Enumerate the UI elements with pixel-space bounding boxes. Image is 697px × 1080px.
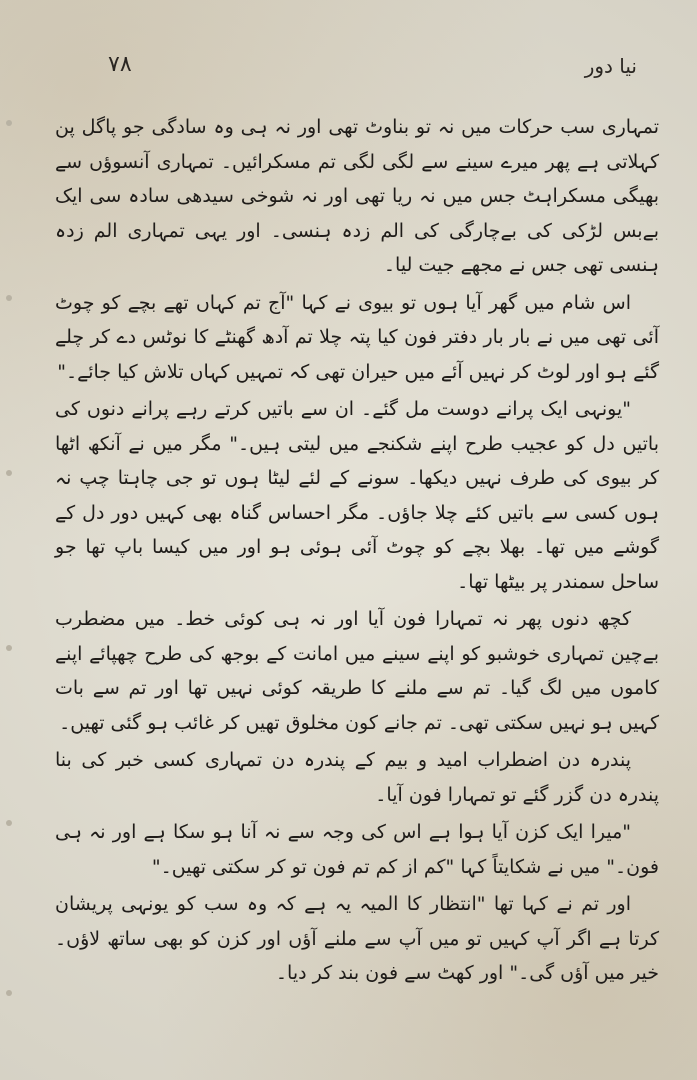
running-title: نیا دور [584, 54, 637, 78]
paragraph: اس شام میں گھر آیا ہوں تو بیوی نے کہا "آج تم کہاں تھے بچے کو چوٹ آئی تھی میں نے بار بار دفتر فون کیا پتہ چلا تم آدھ گھنٹے کا نوٹس دے کر چلے گئے ہو اور لوٹ کر نہیں آئے میں حیران تھی کہ تمہیں کہاں تلاش کیا جائے۔" [55, 291, 659, 383]
binding-hole [6, 120, 12, 126]
paragraph: "یونہی ایک پرانے دوست مل گئے۔ ان سے باتیں کرتے رہے پرانے دنوں کی باتیں دل کو عجیب طرح اپنے شکنجے میں لیتی ہیں۔" مگر میں نے آنکھ اٹھا کر بیوی کی طرف نہیں دیکھا۔ سونے کے لئے لیٹا ہوں تو جی چاہتا چپ نہ ہوں کسی سے باتیں کئے چلا جاؤں۔ مگر احساس گناہ بھی کہیں دور دل کے گوشے میں تھا۔ بھلا بچے کو چوٹ آئی ہوئی ہو اور میں کیسا باپ تھا جو ساحل سمندر پر بیٹھا تھا۔ [55, 398, 659, 593]
paragraph: "میرا ایک کزن آیا ہوا ہے اس کی وجہ سے نہ آنا ہو سکا ہے اور نہ ہی فون۔" میں نے شکایتاً کہا "کم از کم تم فون تو کر سکتی تھیں۔" [55, 821, 659, 878]
page-number: ۷۸ [108, 52, 132, 77]
page-header [70, 52, 637, 92]
binding-hole [6, 990, 12, 996]
page-body [55, 110, 659, 994]
binding-hole [6, 820, 12, 826]
paragraph: پندرہ دن اضطراب امید و بیم کے پندرہ دن تمہاری کسی خبر کی بنا پندرہ دن گزر گئے تو تمہارا فون آیا۔ [55, 749, 659, 806]
binding-hole [6, 295, 12, 301]
binding-hole [6, 645, 12, 651]
paragraph: کچھ دنوں پھر نہ تمہارا فون آیا اور نہ ہی کوئی خط۔ میں مضطرب بےچین تمہاری خوشبو کو اپنے سینے میں امانت کے بوجھ کی طرح چھپائے اپنے کاموں میں لگ گیا۔ تم سے ملنے کا طریقہ کوئی نہیں تھا اور تم سے بات کہیں ہو نہیں سکتی تھی۔ تم جانے کون مخلوق تھیں کر غائب ہو گئی تھیں۔ [55, 608, 659, 734]
binding-holes [6, 120, 16, 1000]
binding-hole [6, 470, 12, 476]
paragraph: اور تم نے کہا تھا "انتظار کا المیہ یہ ہے کہ وہ سب کو یونہی پریشان کرتا ہے اگر آپ کہیں تو میں آپ سے ملنے آؤں اور کزن کو بھی ساتھ لاؤں۔ خیر میں آؤں گی۔" اور کھٹ سے فون بند کر دیا۔ [55, 893, 659, 984]
paragraph: تمہاری سب حرکات میں نہ تو بناوٹ تھی اور نہ ہی وہ سادگی جو پاگل پن کہلاتی ہے پھر میرے سینے سے لگی لگی تم مسکرائیں۔ تمہاری آنسوؤں سے بھیگی مسکراہٹ جس میں نہ ریا تھی اور نہ شوخی سیدھی سادہ سی ایک بےبس لڑکی کی بےچارگی کی الم زدہ ہنسی۔ اور یہی تمہاری الم زدہ ہنسی تھی جس نے مجھے جیت لیا۔ [55, 116, 659, 276]
